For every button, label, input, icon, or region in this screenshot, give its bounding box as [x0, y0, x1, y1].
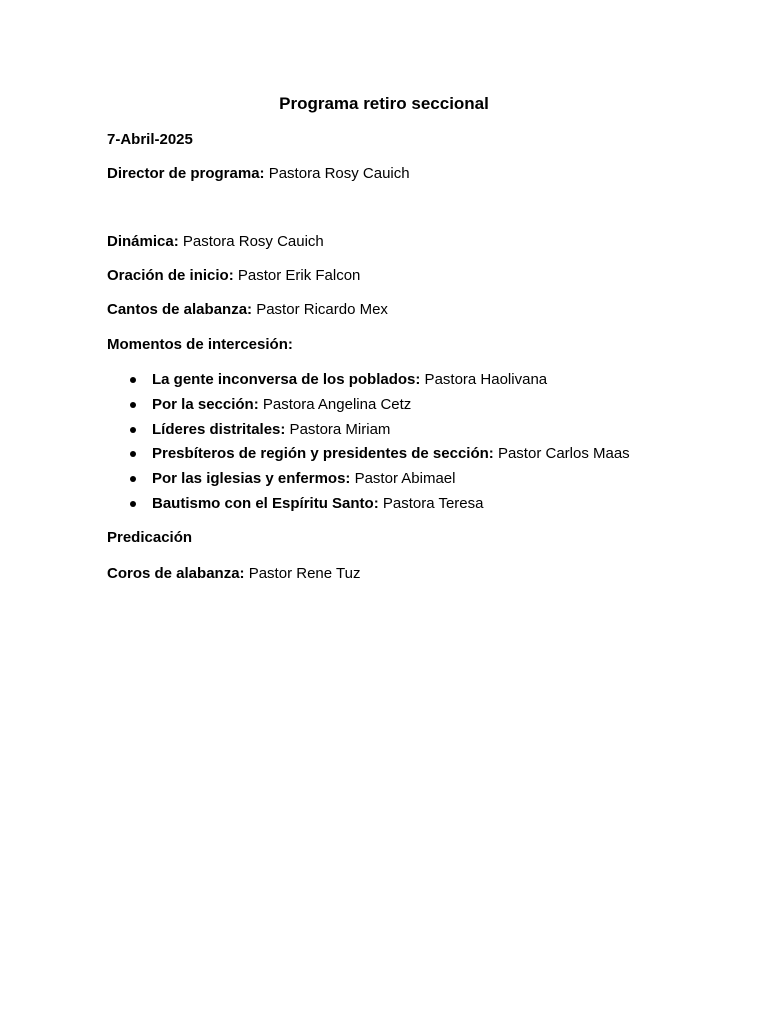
dinamica-label: Dinámica: — [107, 233, 179, 250]
momentos-list — [107, 370, 630, 519]
coros-value: Pastor Rene Tuz — [244, 565, 361, 582]
momento-label: Por las iglesias y enfermos: — [152, 470, 351, 488]
bullet-icon — [130, 402, 136, 408]
coros-line — [107, 564, 360, 584]
momento-label: Líderes distritales: — [152, 420, 286, 438]
bullet-icon — [130, 427, 136, 433]
document-title: Programa retiro seccional — [279, 94, 489, 113]
momento-value: Pastor Abimael — [350, 470, 456, 488]
director-label: Director de programa: — [107, 165, 265, 182]
momento-value: Pastor Carlos Maas — [493, 445, 630, 463]
momento-label: Bautismo con el Espíritu Santo: — [152, 494, 379, 512]
momento-label: Por la sección: — [152, 395, 259, 413]
cantos-value: Pastor Ricardo Mex — [252, 301, 388, 318]
list-item — [107, 420, 630, 445]
list-item — [107, 444, 630, 469]
dinamica-line — [107, 232, 324, 252]
momentos-heading — [107, 335, 293, 355]
director-line — [107, 164, 410, 184]
momento-label: La gente inconversa de los poblados: — [152, 371, 421, 388]
bullet-icon — [130, 377, 136, 383]
oracion-value: Pastor Erik Falcon — [233, 267, 361, 284]
oracion-line — [107, 266, 360, 286]
list-item — [107, 370, 630, 395]
cantos-label: Cantos de alabanza: — [107, 301, 253, 318]
momento-value: Pastora Teresa — [378, 494, 484, 512]
program-date — [107, 130, 193, 150]
coros-label: Coros de alabanza: — [107, 565, 245, 582]
dinamica-value: Pastora Rosy Cauich — [178, 233, 324, 250]
cantos-line — [107, 300, 388, 320]
bullet-icon — [130, 476, 136, 482]
date-text: 7-Abril-2025 — [107, 131, 193, 148]
momento-value: Pastora Miriam — [285, 420, 391, 438]
predicacion-line — [107, 528, 192, 548]
predicacion-text: Predicación — [107, 529, 193, 546]
list-item — [107, 395, 630, 420]
list-item — [107, 469, 630, 494]
list-item — [107, 494, 630, 519]
bullet-icon — [130, 451, 136, 457]
momento-value: Pastora Angelina Cetz — [258, 395, 412, 413]
momento-label: Presbíteros de región y presidentes de sección: — [152, 445, 494, 463]
momento-value: Pastora Haolivana — [420, 371, 548, 388]
oracion-label: Oración de inicio: — [107, 267, 234, 284]
director-value: Pastora Rosy Cauich — [264, 165, 410, 182]
momentos-heading-text: Momentos de intercesión: — [107, 336, 293, 353]
bullet-icon — [130, 501, 136, 507]
